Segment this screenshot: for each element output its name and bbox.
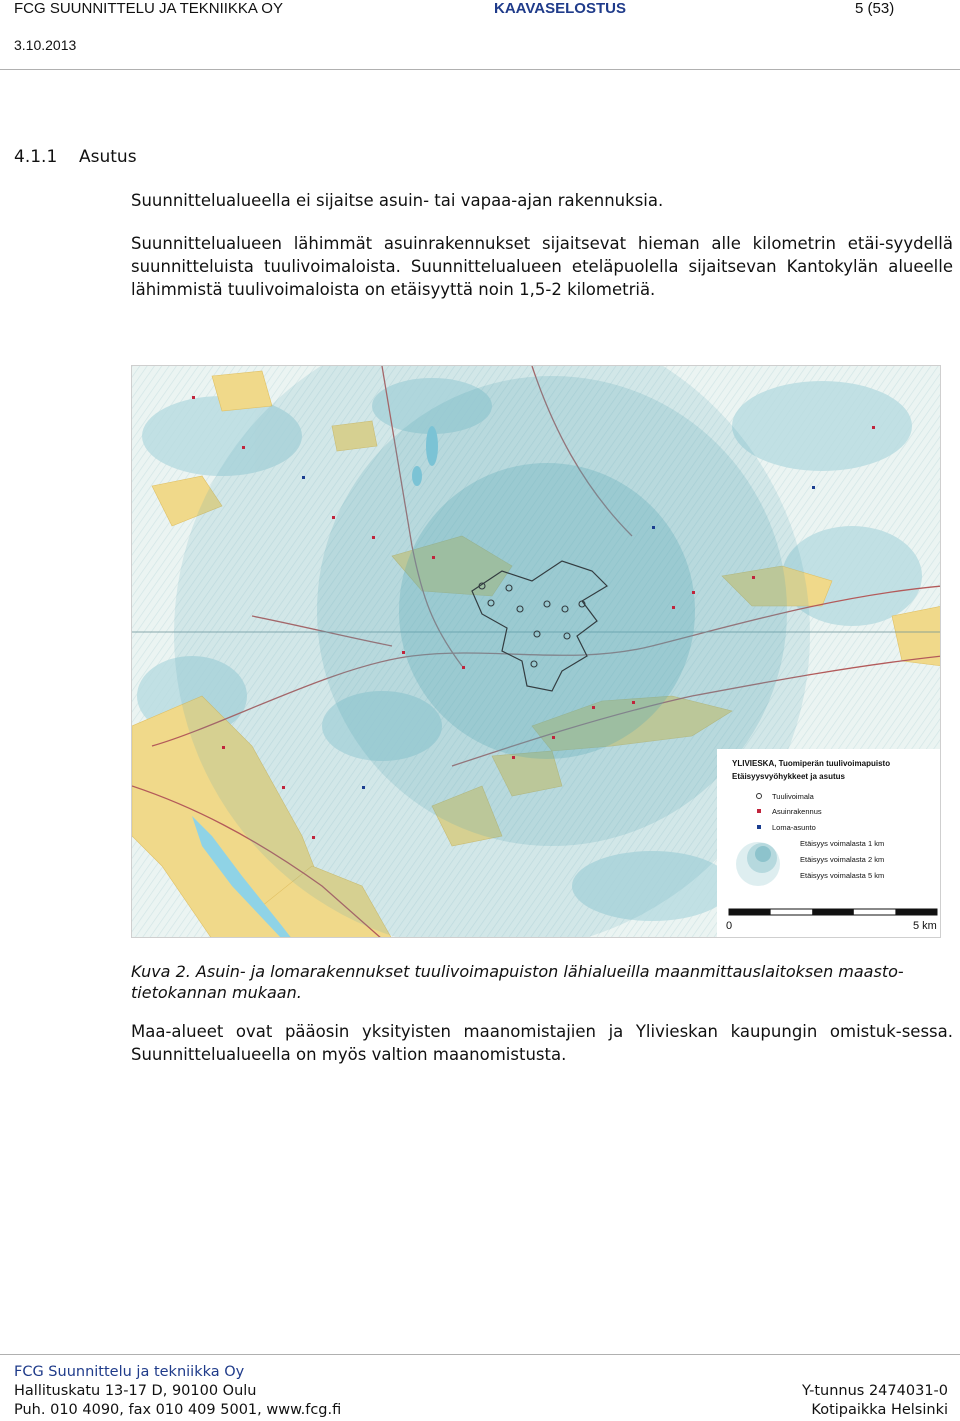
scale-end-label: 5 km [913,920,937,932]
header-date: 3.10.2013 [14,37,77,53]
section-number: 4.1.1 [14,147,58,167]
zone-1km [399,463,695,759]
legend-zone-2km: Etäisyys voimalasta 2 km [800,855,885,864]
paragraph-no-buildings: Suunnittelualueella ei sijaitse asuin- tai vapaa-ajan rakennuksia. [131,191,664,210]
legend-zone-1km: Etäisyys voimalasta 1 km [800,839,885,848]
legend-item-holiday: Loma-asunto [772,823,816,832]
paragraph-land-ownership: Maa-alueet ovat pääosin yksityisten maanomistajien ja Ylivieskan kaupungin omistuk-sessa. Suunnittelualueella on myös valtion maanomistusta. [131,1022,953,1064]
map-legend [717,749,941,938]
legend-item-residential: Asuinrakennus [772,807,822,816]
footer-address: Hallituskatu 13-17 D, 90100 Oulu [14,1383,257,1399]
section-heading [14,147,137,167]
footer-business-id: Y-tunnus 2474031-0 [801,1383,948,1399]
section-title: Asutus [79,147,137,167]
header-page-number: 5 (53) [855,0,895,17]
scale-start-label: 0 [726,920,733,932]
footer-domicile: Kotipaikka Helsinki [811,1402,948,1418]
legend-title: YLIVIESKA, Tuomiperän tuulivoimapuisto [732,759,891,768]
red-square-icon [757,809,761,813]
blue-square-icon [757,825,761,829]
legend-subtitle: Etäisyysvyöhykkeet ja asutus [732,772,845,781]
footer-contact: Puh. 010 4090, fax 010 409 5001, www.fcg.fi [14,1402,342,1418]
footer-divider [0,1354,960,1355]
header-document-title: KAAVASELOSTUS [494,0,626,17]
header-divider [0,69,960,70]
scale-bar [729,909,937,915]
footer-company: FCG Suunnittelu ja tekniikka Oy [14,1364,245,1380]
paragraph-nearest-buildings: Suunnittelualueen lähimmät asuinrakennukset sijaitsevat hieman alle kilometrin etäi-syydellä suunnitteluista tuulivoimaloista. Suunnittelualueen eteläpuolella sijaitsevan Kantokylän alueelle lähimmistä tuulivoimaloista on etäisyyttä noin 1,5-2 kilometriä. [131,234,953,299]
legend-item-turbine: Tuulivoimala [772,792,814,801]
figure-caption: Kuva 2. Asuin- ja lomarakennukset tuulivoimapuiston lähialueilla maanmittauslaitoksen maasto-tietokannan mukaan. [131,962,904,1002]
distance-zones [174,366,810,938]
header-company: FCG SUUNNITTELU JA TEKNIIKKA OY [14,0,283,17]
legend-zone-5km: Etäisyys voimalasta 5 km [800,871,885,880]
distance-zone-map [131,365,941,938]
zone-circles-icon [736,842,780,886]
